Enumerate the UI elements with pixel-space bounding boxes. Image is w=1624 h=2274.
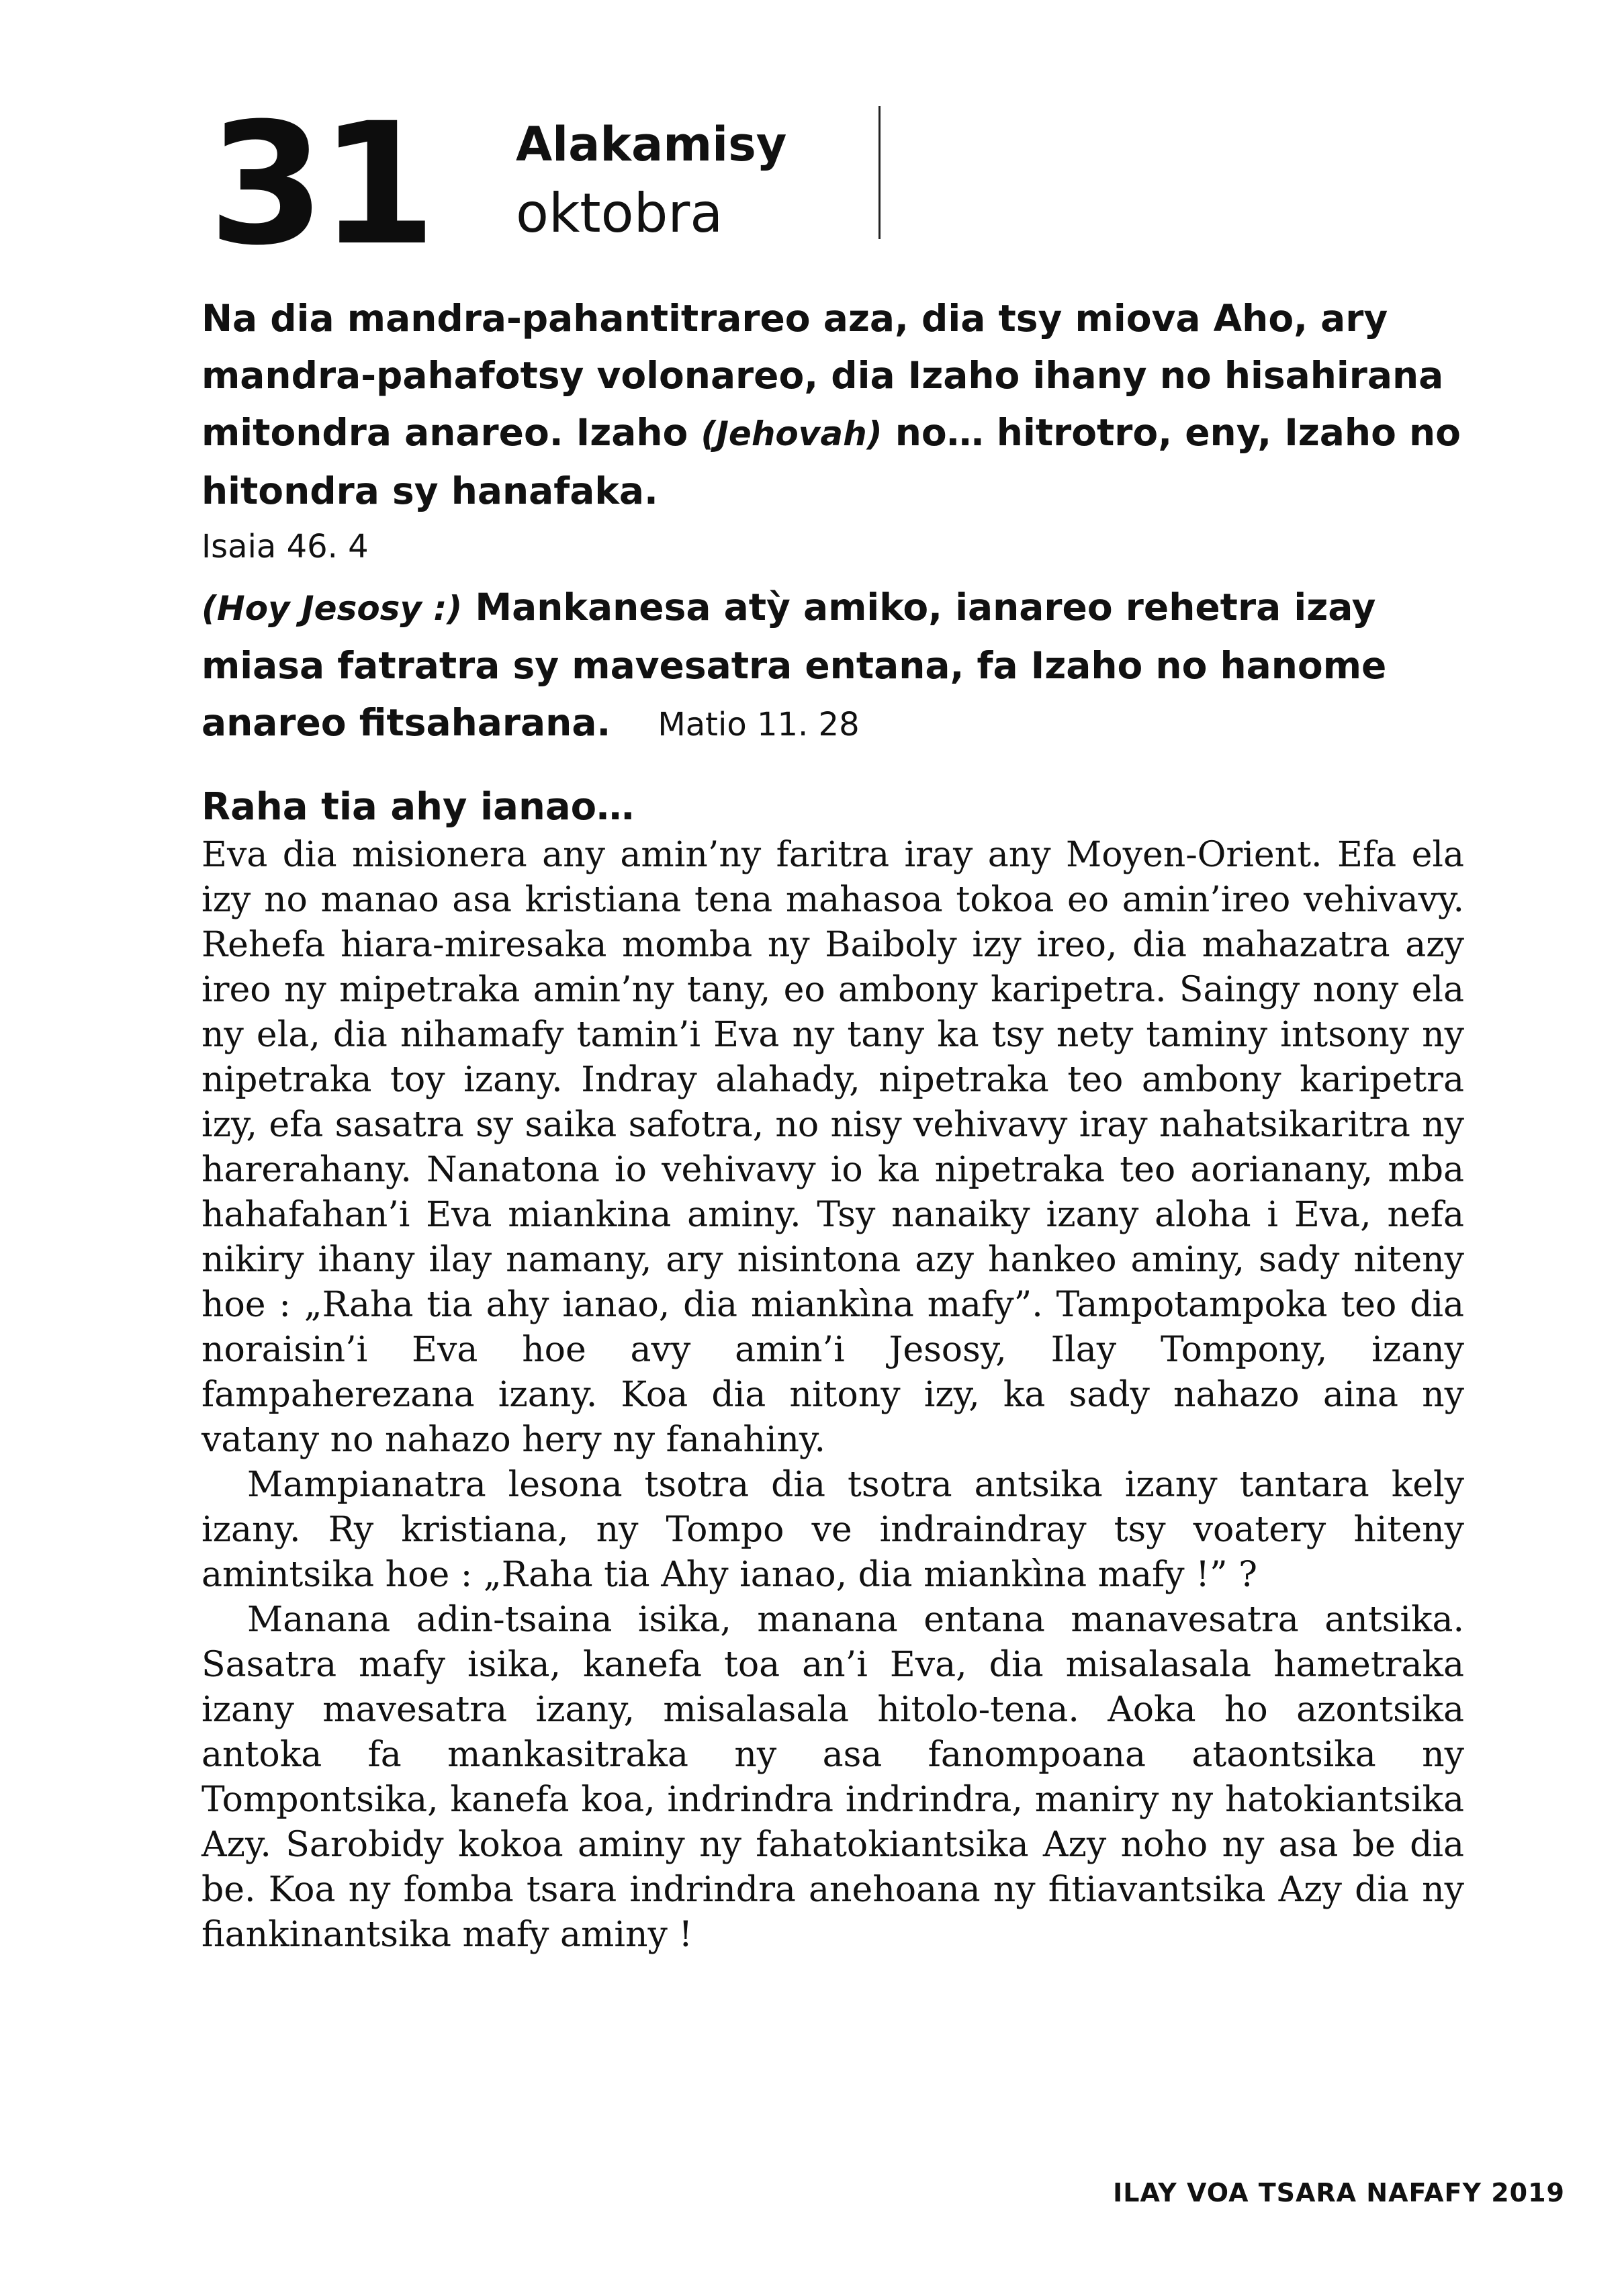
day-number: 31 xyxy=(208,87,431,282)
body-text xyxy=(201,833,1464,1958)
verse-2 xyxy=(201,579,1464,754)
verse-1-emphasis: (Jehovah) xyxy=(701,414,883,453)
verse-2-emphasis: (Hoy Jesosy :) xyxy=(201,589,463,628)
verse-2-text: Mankanesa atỳ amiko, ianareo rehetra izay miasa fatratra sy mavesatra entana, fa Izaho no hanome anareo fitsaharana. xyxy=(201,586,1387,744)
month: oktobra xyxy=(516,182,723,244)
paragraph-3: Manana adin-tsaina isika, manana entana manavesatra antsika. Sasatra mafy isika, kanefa toa an’i Eva, dia misalasala hametraka izany mavesatra izany, misalasala hitolo-tena. Aoka ho azontsika antoka fa mankasitraka ny asa fanompoana ataontsika ny Tompontsika, kanefa koa, indrindra indrindra, maniry ny hatokiantsika Azy. Sarobidy kokoa aminy ny fahatokiantsika Azy noho ny asa be dia be. Koa ny fomba tsara indrindra anehoana ny fitiavantsika Azy dia ny fiankinantsika mafy aminy ! xyxy=(201,1600,1464,1955)
section-title: Raha tia ahy ianao… xyxy=(201,785,635,829)
weekday: Alakamisy xyxy=(516,117,787,172)
header-divider xyxy=(878,106,881,239)
date-header xyxy=(201,87,940,282)
verse-2-reference: Matio 11. 28 xyxy=(658,706,860,743)
verse-1-reference: Isaia 46. 4 xyxy=(201,528,369,565)
verse-1 xyxy=(201,290,1464,574)
verse-1-text-a: Na dia mandra-pahantitrareo aza, dia tsy miova Aho, ary mandra-pahafotsy volonareo, dia Izaho ihany no hisahirana mitondra anareo. Izaho xyxy=(201,297,1444,454)
footer-publication: ILAY VOA TSARA NAFAFY 2019 xyxy=(1113,2178,1565,2208)
paragraph-1: Eva dia misionera any amin’ny faritra iray any Moyen-Orient. Efa ela izy no manao asa kristiana tena mahasoa tokoa eo amin’ireo vehivavy. Rehefa hiara-miresaka momba ny Baiboly izy ireo, dia mahazatra azy ireo ny mipetraka amin’ny tany, eo ambony karipetra. Saingy nony ela ny ela, dia nihamafy tamin’i Eva ny tany ka tsy nety taminy intsony ny nipetraka toy izany. Indray alahady, nipetraka teo ambony karipetra izy, efa sasatra sy saika safotra, no nisy vehivavy iray nahatsikaritra ny harerahany. Nanatona io vehivavy io ka nipetraka teo aorianany, mba hahafahan’i Eva miankina aminy. Tsy nanaiky izany aloha i Eva, nefa nikiry ihany ilay namany, ary nisintona azy hankeo aminy, sady niteny hoe : „Raha tia ahy ianao, dia miankìna mafy”. Tampotampoka teo dia noraisin’i Eva hoe avy amin’i Jesosy, Ilay Tompony, izany fampaherezana izany. Koa dia nitony izy, ka sady nahazo aina ny vatany no nahazo hery ny fanahiny. xyxy=(201,835,1464,1460)
verse-1-text-b: no… hitrotro, eny, Izaho no hitondra sy hanafaka. xyxy=(201,411,1461,512)
paragraph-2: Mampianatra lesona tsotra dia tsotra antsika izany tantara kely izany. Ry kristiana, ny Tompo ve indraindray tsy voatery hiteny amintsika hoe : „Raha tia Ahy ianao, dia miankìna mafy !” ? xyxy=(201,1465,1464,1595)
